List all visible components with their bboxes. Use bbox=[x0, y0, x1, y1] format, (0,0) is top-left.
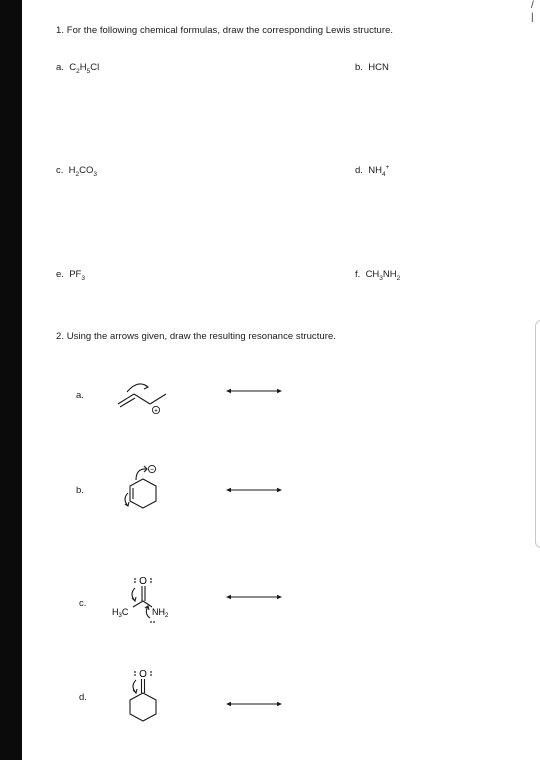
corner-mark-1: / bbox=[531, 0, 534, 11]
resonance-arrow-b bbox=[225, 485, 283, 495]
item-a-c2h5cl: a. $C_2H_5Cl$ bbox=[56, 62, 100, 75]
molecule-d-cyclohexanone bbox=[114, 666, 174, 736]
item-c-h2co3: c. $H_2CO_3$ bbox=[56, 165, 98, 178]
svg-text:H3C: $H_3C$ bbox=[112, 607, 129, 619]
svg-text:−: − bbox=[149, 466, 155, 474]
resonance-arrow-d bbox=[225, 699, 283, 709]
svg-text:O: O bbox=[139, 669, 147, 680]
question-2-prompt: 2. Using the arrows given, draw the resulting resonance structure. bbox=[56, 331, 336, 342]
item-f-ch3nh2: f. $CH_3NH_2$ bbox=[355, 269, 401, 282]
corner-mark-2: | bbox=[531, 12, 534, 23]
svg-text:O: O bbox=[139, 576, 147, 587]
resonance-label-a: a. bbox=[76, 390, 84, 401]
resonance-label-d: d. bbox=[79, 692, 87, 703]
resonance-arrow-a bbox=[225, 386, 283, 396]
scrollbar[interactable] bbox=[535, 320, 540, 548]
resonance-label-b: b. bbox=[76, 485, 84, 496]
question-1-prompt: 1. For the following chemical formulas, draw the corresponding Lewis structure. bbox=[56, 25, 394, 36]
left-sidebar-bar bbox=[0, 0, 22, 760]
item-e-pf3: e. $PF_3$ bbox=[56, 269, 85, 282]
item-b-hcn: b. HCN bbox=[355, 62, 389, 73]
resonance-label-c: c. bbox=[79, 598, 87, 609]
svg-text:+: + bbox=[154, 407, 158, 415]
resonance-arrow-c bbox=[225, 592, 283, 602]
molecule-a-allyl-cation bbox=[110, 376, 180, 418]
svg-text:NH2: $NH_2$ bbox=[152, 607, 169, 619]
item-d-nh4plus: d. $NH_4^+$ bbox=[355, 164, 390, 179]
molecule-b-cyclohexenyl-anion bbox=[116, 457, 176, 517]
molecule-c-acetamide bbox=[108, 574, 188, 628]
